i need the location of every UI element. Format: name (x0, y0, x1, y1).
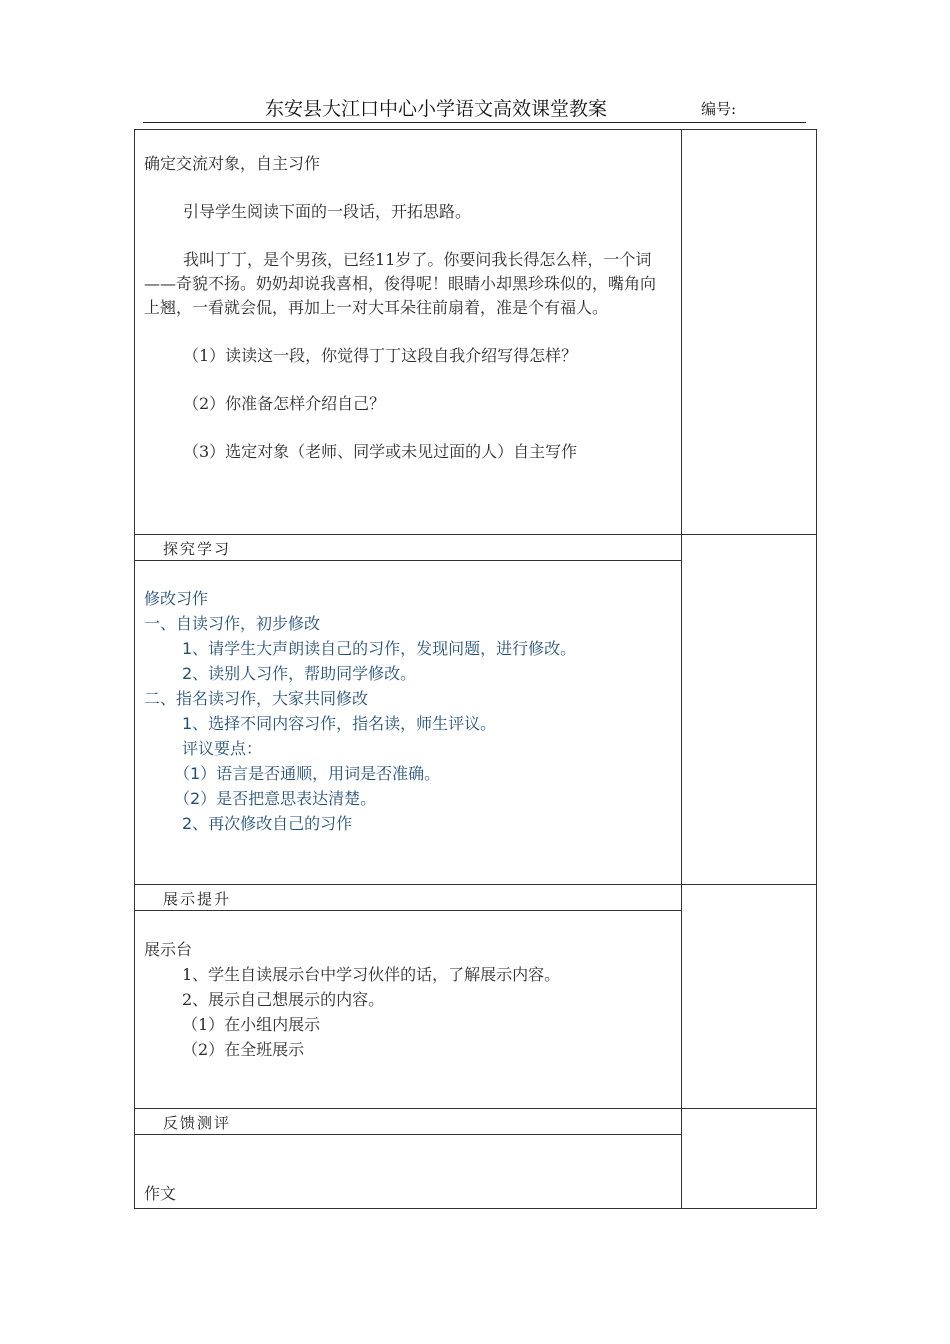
section-confirm-cell (135, 130, 682, 535)
list-item: 1、请学生大声朗读自己的习作，发现问题，进行修改。 (182, 639, 577, 658)
section-show-cell (135, 911, 682, 1109)
notes-cell (682, 1109, 817, 1209)
list-item: （2）在全班展示 (182, 1040, 305, 1059)
notes-cell (682, 885, 817, 1109)
list-item: 1、学生自读展示台中学习伙伴的话，了解展示内容。 (182, 965, 561, 984)
list-item: 二、指名读习作，大家共同修改 (144, 689, 369, 708)
section-revise-cell (135, 561, 682, 885)
list-item: （2）是否把意思表达清楚。 (174, 789, 377, 808)
question-item: （1）读读这一段，你觉得丁丁这段自我介绍写得怎样？ (183, 346, 578, 365)
question-item: （2）你准备怎样介绍自己？ (183, 394, 386, 413)
document-title: 东安县大江口中心小学语文高效课堂教案 (265, 98, 608, 120)
section-heading-cell (135, 1109, 682, 1135)
passage-text: 我叫丁丁，是个男孩，已经11岁了。你要问我长得怎么样，一个词——奇貌不扬。奶奶却说我喜相，俊得呢！眼睛小却黑珍珠似的，嘴角向上翘，一看就会侃，再加上一对大耳朵往前扇着，准是个有福人。 (144, 250, 657, 317)
intro-text: 引导学生阅读下面的一段话，开拓思路。 (183, 202, 472, 221)
document-code-label: 编号: (701, 100, 737, 118)
list-item: （1）语言是否通顺，用词是否准确。 (174, 764, 441, 783)
list-item: 评议要点： (182, 739, 263, 758)
section-heading: 展示提升 (163, 890, 232, 908)
list-item: 2、展示自己想展示的内容。 (182, 990, 385, 1009)
list-item: （1）在小组内展示 (182, 1015, 321, 1034)
section-heading: 反馈测评 (163, 1114, 232, 1132)
notes-cell (682, 130, 817, 535)
section-title: 确定交流对象，自主习作 (144, 154, 321, 173)
list-item: 一、自读习作，初步修改 (144, 614, 321, 633)
feedback-text: 作文 (144, 1184, 177, 1203)
question-item: （3）选定对象（老师、同学或未见过面的人）自主写作 (183, 442, 578, 461)
section-feedback-cell (135, 1135, 682, 1209)
list-item: 修改习作 (144, 589, 209, 608)
section-heading-cell (135, 885, 682, 911)
notes-cell (682, 535, 817, 885)
list-item: 1、选择不同内容习作，指名读，师生评议。 (182, 714, 497, 733)
list-item: 展示台 (144, 940, 193, 959)
document-header (143, 90, 806, 123)
section-heading: 探究学习 (163, 540, 232, 558)
list-item: 2、读别人习作，帮助同学修改。 (182, 664, 417, 683)
lesson-plan-table (134, 129, 817, 1209)
section-heading-cell (135, 535, 682, 561)
list-item: 2、再次修改自己的习作 (182, 814, 353, 833)
